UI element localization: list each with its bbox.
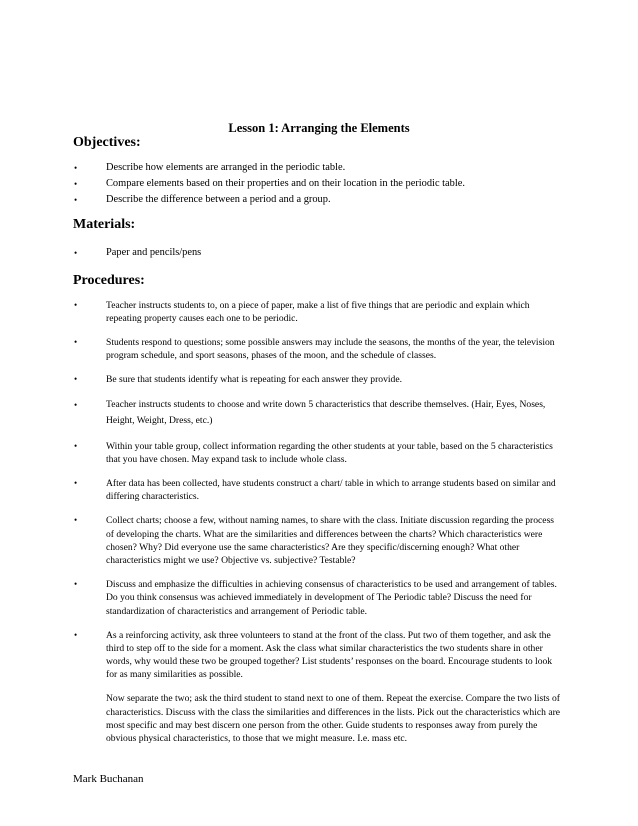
procedure-item bbox=[73, 397, 563, 429]
objectives-heading: Objectives: bbox=[73, 135, 141, 150]
procedure-continuation-text: Now separate the two; ask the third student to stand next to one of them. Repeat the exercise. Compare the two lists of characteristics. Discuss with the class the similarities and differences in the lists. Pick out the characteristics which are most specific and may best discern one person from the other. Guide students to responses away from purely the obvious physical characteristics, to those that we might measure. I.e. mass etc. bbox=[106, 693, 561, 745]
material-text: Paper and pencils/pens bbox=[106, 247, 202, 258]
bullet-icon: • bbox=[74, 163, 78, 173]
author-footer: Mark Buchanan bbox=[73, 773, 144, 785]
bullet-icon: • bbox=[74, 374, 78, 385]
procedure-text: Teacher instructs students to choose and write down 5 characteristics that describe themselves. (Hair, Eyes, Noses, Height, Weight, Dress, etc.) bbox=[106, 399, 546, 427]
procedure-text: As a reinforcing activity, ask three volunteers to stand at the front of the class. Put two of them together, and ask the third to step off to the side for a moment. Ask the class what similar characteristics the two students share in other words, why would these two be grouped together? List students’ responses on the board. Encourage students to look for as many similarities as possible. bbox=[106, 629, 553, 681]
bullet-icon: • bbox=[74, 179, 78, 189]
bullet-icon: • bbox=[74, 478, 78, 489]
lesson-title: Lesson 1: Arranging the Elements bbox=[228, 121, 410, 135]
procedure-text: Within your table group, collect information regarding the other students at your table, based on the 5 characteristics that you have chosen. May expand task to include whole class. bbox=[106, 440, 553, 466]
bullet-icon: • bbox=[74, 248, 78, 258]
objective-item bbox=[73, 192, 573, 208]
procedure-item bbox=[73, 578, 563, 618]
procedure-item bbox=[73, 299, 563, 326]
bullet-icon: • bbox=[74, 337, 78, 348]
procedure-item bbox=[73, 514, 563, 567]
procedure-item bbox=[73, 440, 563, 467]
objective-text: Describe the difference between a period and a group. bbox=[106, 194, 331, 205]
procedures-heading: Procedures: bbox=[73, 273, 145, 288]
procedure-text: Collect charts; choose a few, without naming names, to share with the class. Initiate discussion regarding the process of developing the charts. What are the similarities and differences between the charts? Which characteristics were chosen? Why? Did everyone use the same characteristics? Are they specific/discerning enough? What other characteristics might we use? Objective vs. subjective? Testable? bbox=[106, 515, 555, 567]
materials-heading: Materials: bbox=[73, 217, 136, 232]
procedure-text: After data has been collected, have students construct a chart/ table in which to arrange students based on similar and differing characteristics. bbox=[106, 478, 556, 503]
materials-list bbox=[73, 245, 573, 261]
procedure-item bbox=[73, 477, 563, 504]
procedure-item bbox=[73, 336, 563, 363]
procedures-list bbox=[73, 299, 563, 756]
procedure-item bbox=[73, 629, 563, 746]
procedure-item bbox=[73, 373, 563, 386]
objective-text: Compare elements based on their properties and on their location in the periodic table. bbox=[106, 178, 465, 189]
procedure-text: Discuss and emphasize the difficulties in achieving consensus of characteristics to be used and arrangement of tables. Do you think consensus was achieved immediately in development of The Periodic table? Discuss the need for standardization of characteristics and arrangement of Periodic table. bbox=[106, 579, 557, 617]
objective-item bbox=[73, 176, 573, 192]
bullet-icon: • bbox=[74, 515, 78, 526]
bullet-icon: • bbox=[74, 440, 78, 451]
bullet-icon: • bbox=[74, 579, 78, 590]
objective-text: Describe how elements are arranged in the periodic table. bbox=[106, 162, 346, 173]
procedure-text: Be sure that students identify what is repeating for each answer they provide. bbox=[106, 374, 402, 386]
procedure-text: Teacher instructs students to, on a piece of paper, make a list of five things that are periodic and explain which repeating property causes each one to be periodic. bbox=[106, 300, 530, 325]
bullet-icon: • bbox=[74, 400, 78, 411]
bullet-icon: • bbox=[74, 629, 78, 640]
material-item bbox=[73, 245, 573, 261]
bullet-icon: • bbox=[74, 195, 78, 205]
bullet-icon: • bbox=[74, 300, 78, 310]
objective-item bbox=[73, 160, 573, 176]
procedure-text: Students respond to questions; some possible answers may include the seasons, the months of the year, the television program schedule, and sport seasons, phases of the moon, and the schedule of classes. bbox=[106, 337, 555, 362]
objectives-list bbox=[73, 160, 573, 208]
